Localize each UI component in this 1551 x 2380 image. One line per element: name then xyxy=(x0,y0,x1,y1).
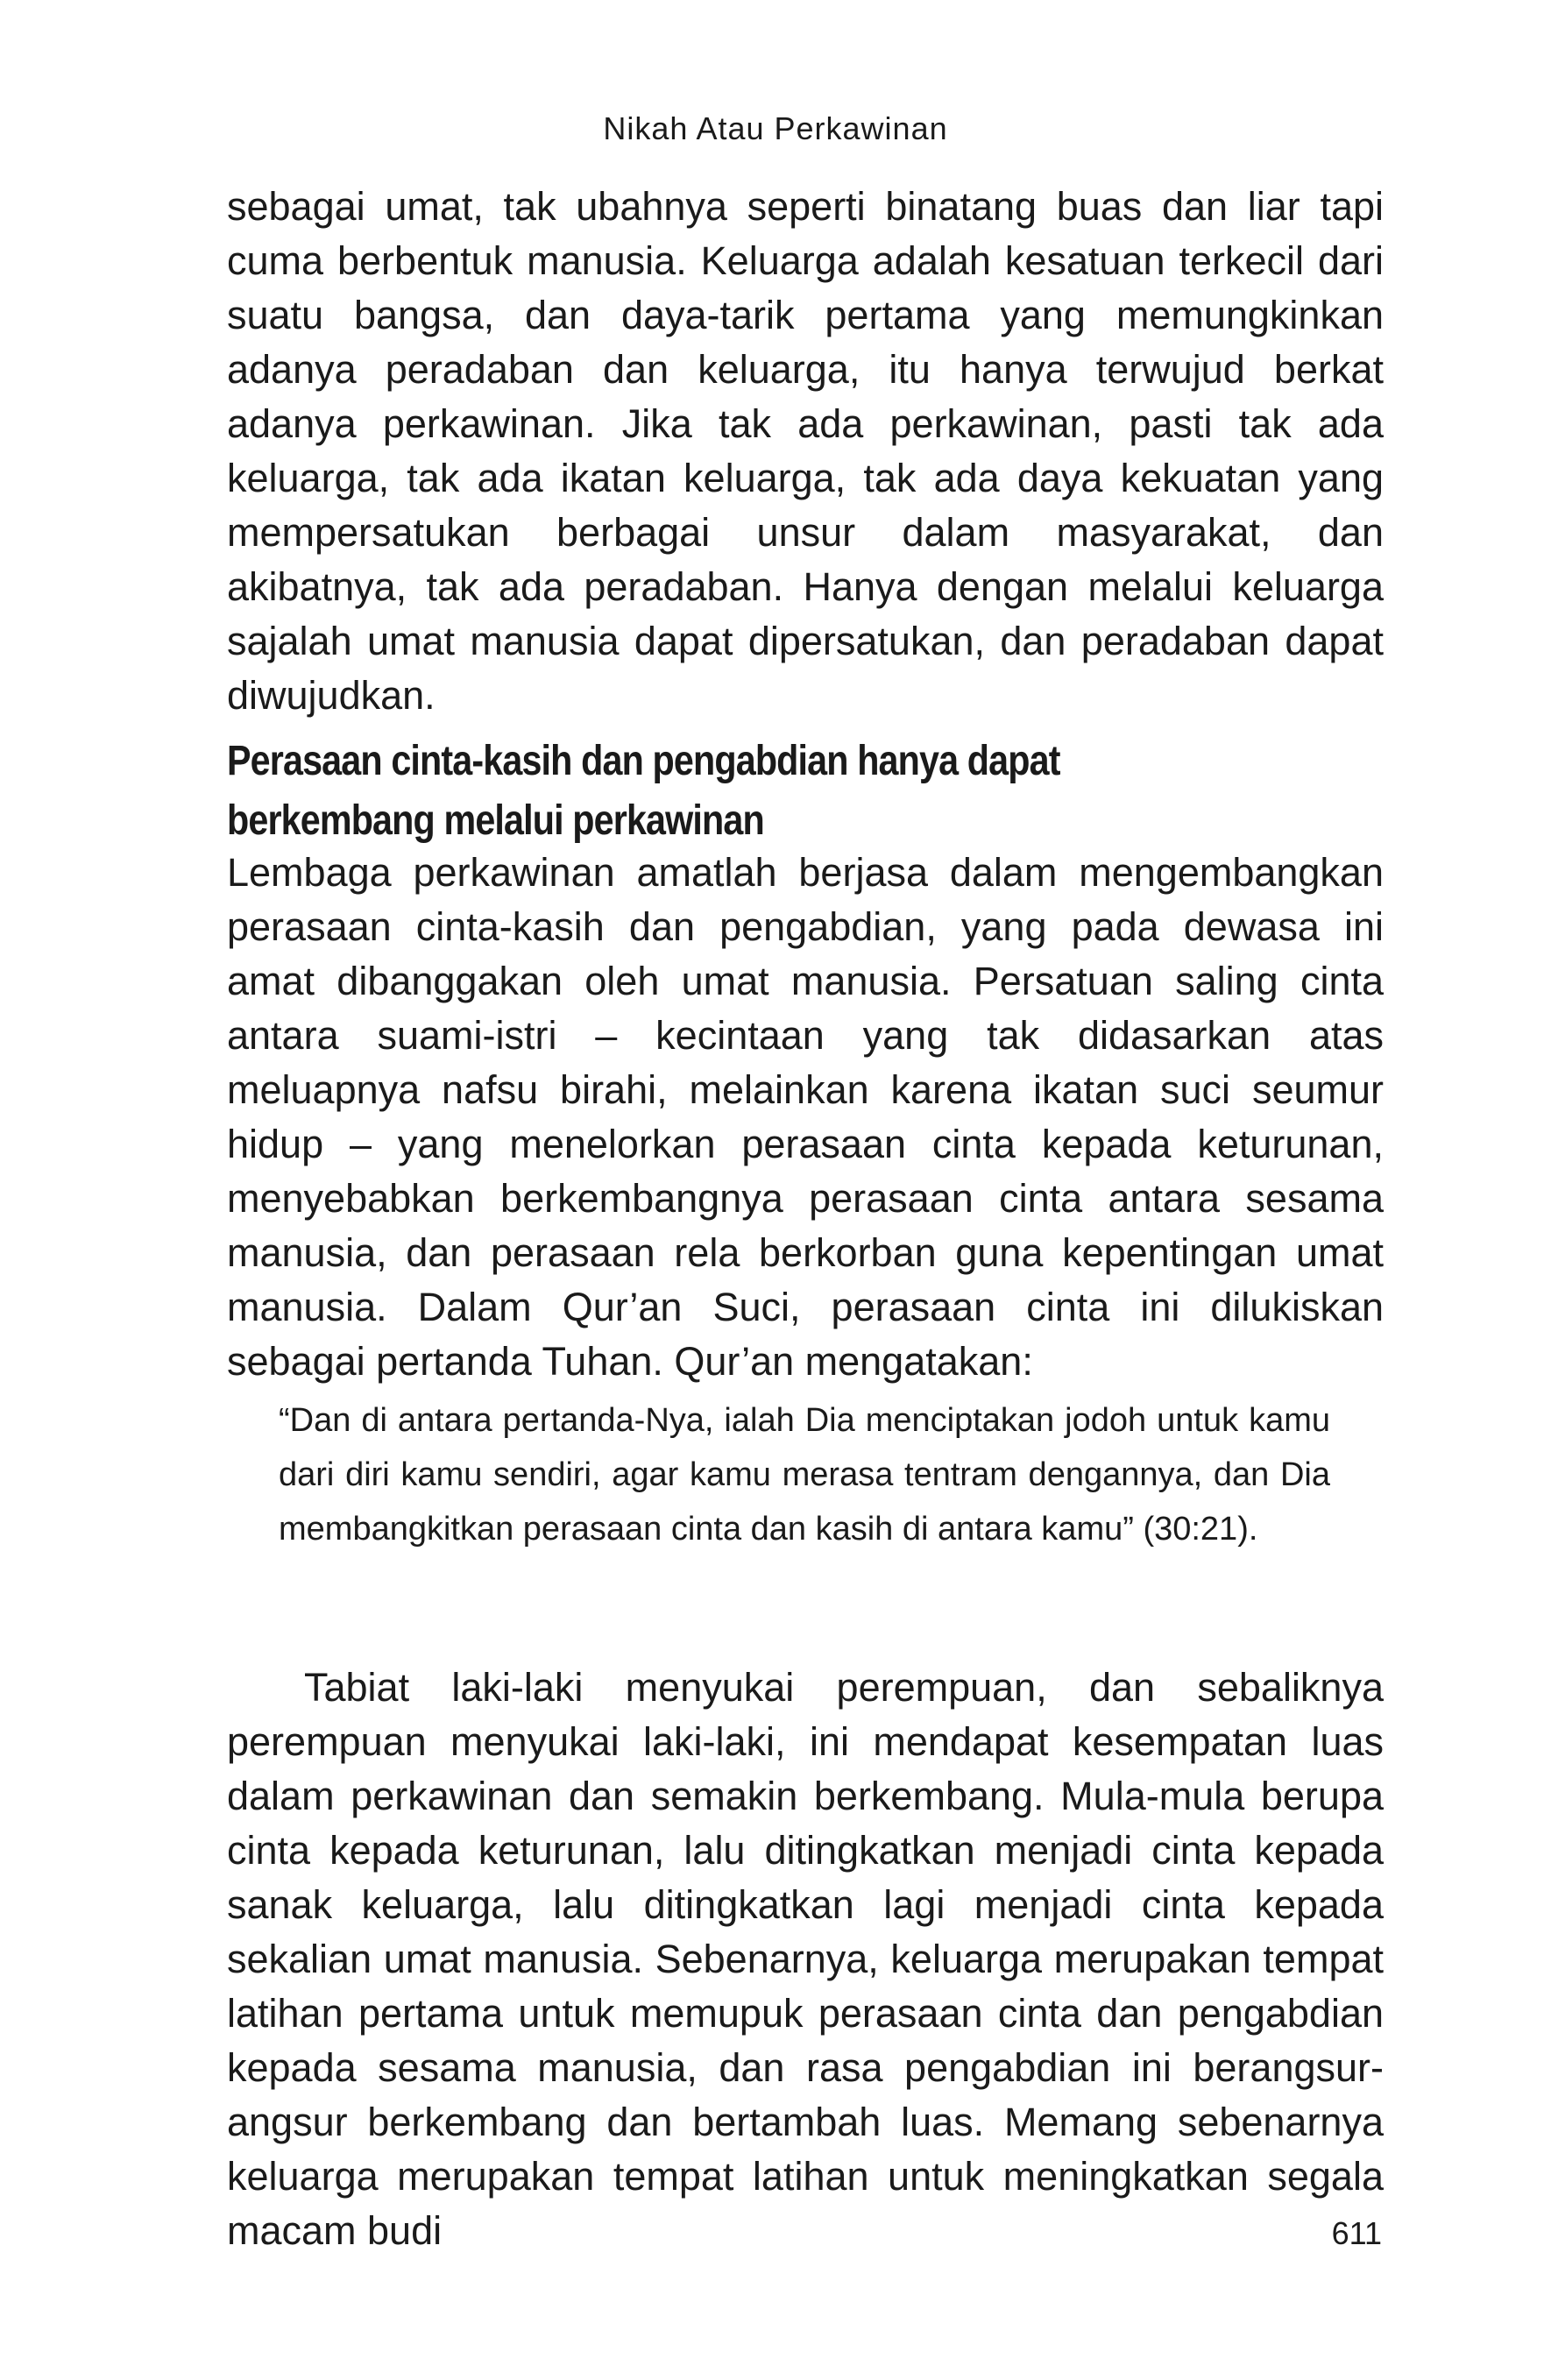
running-head: Nikah Atau Perkawinan xyxy=(603,110,948,146)
body-paragraph-1: sebagai umat, tak ubahnya seperti binatang buas dan liar tapi cuma berbentuk manusia. Keluarga adalah kesatuan terkecil dari suatu bangsa, dan daya-tarik pertama yang memungkinkan adanya peradaban dan keluarga, itu hanya terwujud berkat adanya perkawinan. Jika tak ada perkawinan, pasti tak ada keluarga, tak ada ikatan keluarga, tak ada daya kekuatan yang mempersatukan berbagai unsur dalam masyarakat, dan akibatnya, tak ada peradaban. Hanya dengan melalui keluarga sajalah umat manusia dapat dipersatukan, dan peradaban dapat diwujudkan. xyxy=(227,184,1384,718)
body-paragraph-3: Tabiat laki-laki menyukai perempuan, dan sebaliknya perempuan menyukai laki-laki, ini mendapat kesempatan luas dalam perkawinan dan semakin berkembang. Mula-mula berupa cinta kepada keturunan, lalu ditingkatkan menjadi cinta kepada sanak keluarga, lalu ditingkatkan lagi menjadi cinta kepada sekalian umat manusia. Sebenarnya, keluarga merupakan tempat latihan pertama untuk memupuk perasaan cinta dan pengabdian kepada sesama manusia, dan rasa pengabdian ini berangsur-angsur berkembang dan bertambah luas. Memang sebenarnya keluarga merupakan tempat latihan untuk meningkatkan segala macam budi xyxy=(227,1665,1384,2253)
section-heading xyxy=(227,732,1222,851)
page-number: 611 xyxy=(1331,2215,1382,2251)
quran-quotation: “Dan di antara pertanda-Nya, ialah Dia menciptakan jodoh untuk kamu dari diri kamu sendiri, agar kamu merasa tentram dengannya, dan Dia membangkitkan perasaan cinta dan kasih di antara kamu” (30:21). xyxy=(279,1402,1330,1548)
body-paragraph-2: Lembaga perkawinan amatlah berjasa dalam mengembangkan perasaan cinta-kasih dan pengabdian, yang pada dewasa ini amat dibanggakan oleh umat manusia. Persatuan saling cinta antara suami-istri – kecintaan yang tak didasarkan atas meluapnya nafsu birahi, melainkan karena ikatan suci seumur hidup – yang menelorkan perasaan cinta kepada keturunan, menyebabkan berkembangnya perasaan cinta antara sesama manusia, dan perasaan rela berkorban guna kepentingan umat manusia. Dalam Qur’an Suci, perasaan cinta ini dilukiskan sebagai pertanda Tuhan. Qur’an mengatakan: xyxy=(227,850,1384,1384)
section-heading-line-1: Perasaan cinta-kasih dan pengabdian hanya dapat xyxy=(227,738,1060,784)
section-heading-line-2: berkembang melalui perkawinan xyxy=(227,797,764,844)
